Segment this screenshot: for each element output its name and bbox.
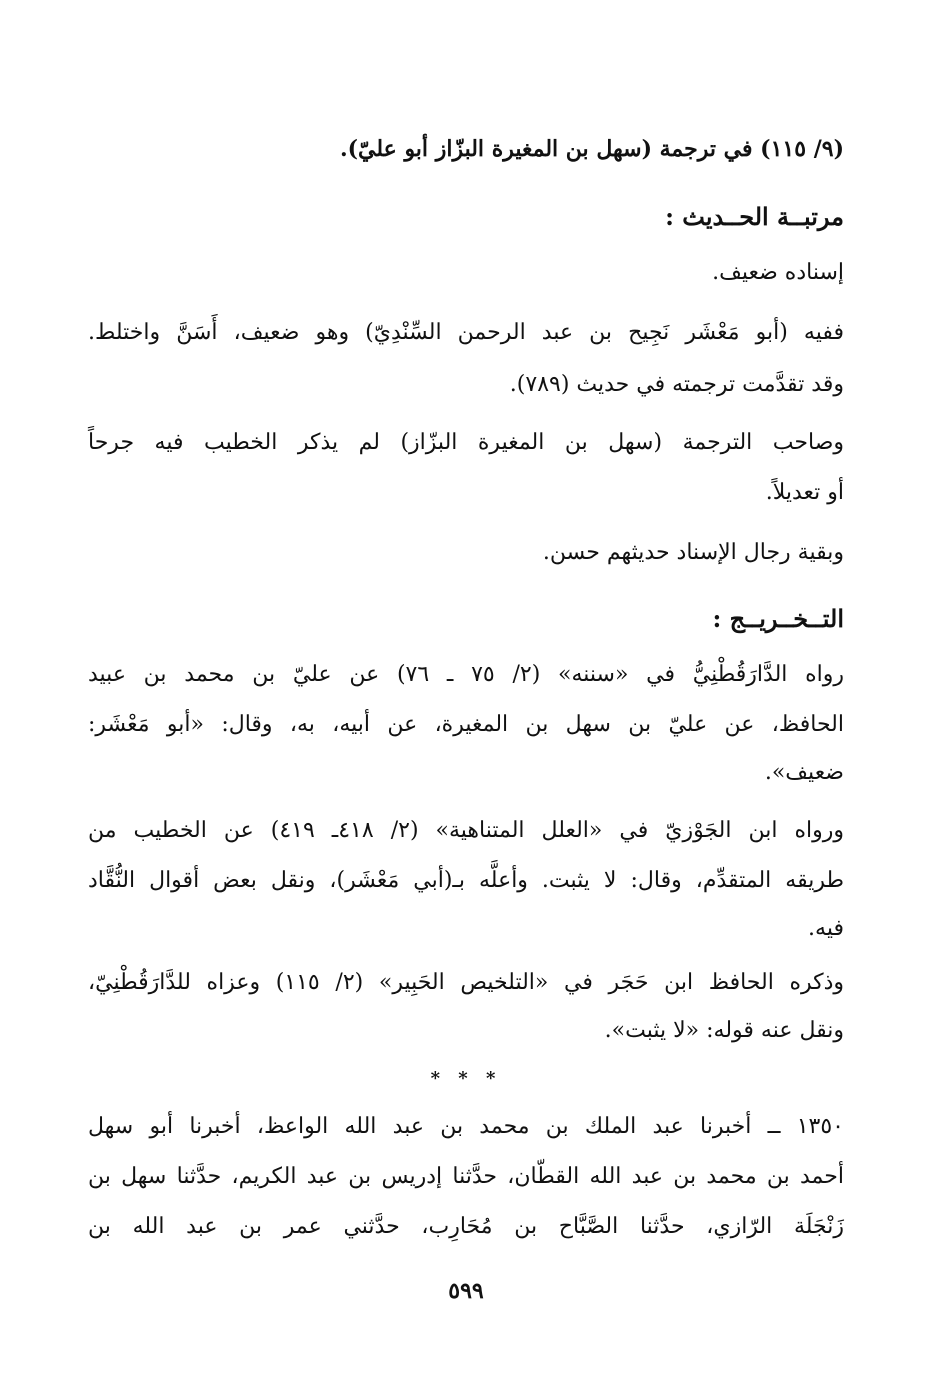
page-number: ٥٩٩ (448, 1278, 484, 1304)
paragraph-1-line-1: ففيه (أبو مَعْشَر نَجِيح بن عبد الرحمن السِّنْدِيّ) وهو ضعيف، أَسَنَّ واختلط. (88, 320, 844, 345)
paragraph-5-line-3: فيه. (808, 916, 844, 941)
paragraph-4-line-2: الحافظ، عن عليّ بن سهل بن المغيرة، عن أبيه، به، وقال: «أبو مَعْشَر: (88, 712, 844, 737)
hadith-text-line-2: أحمد بن محمد بن عبد الله القطّان، حدَّثنا إدريس بن عبد الكريم، حدَّثنا سهل بن (88, 1164, 844, 1189)
paragraph-5-line-2: طريقه المتقدِّم، وقال: لا يثبت. وأعلَّه بـ(أبي مَعْشَر)، ونقل بعض أقوال النُّقَّاد (88, 868, 844, 893)
section-separator: * * * (430, 1068, 502, 1089)
paragraph-2-line-1: وصاحب الترجمة (سهل بن المغيرة البزّاز) لم يذكر الخطيب فيه جرحاً (88, 430, 844, 455)
isnad-weak-line: إسناده ضعيف. (712, 260, 844, 285)
paragraph-2-line-2: أو تعديلاً. (765, 480, 844, 505)
paragraph-4-line-1: رواه الدَّارَقُطْنِيُّ في «سننه» (٢/ ٧٥ ـ ٧٦) عن عليّ بن محمد بن عبيد (88, 662, 845, 687)
hadith-text-line-3: زَنْجَلَة الرّازي، حدَّثنا الصَّبَّاح بن مُحَارِب، حدَّثني عمر بن عبد الله بن (88, 1214, 844, 1239)
section-title-hadith-rank: مرتبــة الحــديث : (665, 202, 844, 231)
hadith-text-line-1: ١٣٥٠ ــ أخبرنا عبد الملك بن محمد بن عبد الله الواعظ، أخبرنا أبو سهل (88, 1114, 844, 1139)
section-title-takhrij: التــخــريــج : (712, 604, 844, 633)
paragraph-5-line-1: ورواه ابن الجَوْزيّ في «العلل المتناهية» (٢/ ٤١٨ـ ٤١٩) عن الخطيب من (88, 818, 844, 843)
paragraph-4-line-3: ضعيف». (764, 760, 844, 785)
paragraph-6-line-1: وذكره الحافظ ابن حَجَر في «التلخيص الحَبِير» (٢/ ١١٥) وعزاه للدَّارَقُطْنِيّ، (88, 970, 845, 995)
paragraph-3-line-1: وبقية رجال الإسناد حديثهم حسن. (542, 540, 844, 565)
paragraph-6-line-2: ونقل عنه قوله: «لا يثبت». (604, 1018, 844, 1043)
top-reference-line: (٩/ ١١٥) في ترجمة (سهل بن المغيرة البزّاز أبو عليّ). (339, 136, 844, 162)
paragraph-1-line-2: وقد تقدَّمت ترجمته في حديث (٧٨٩). (509, 372, 844, 397)
